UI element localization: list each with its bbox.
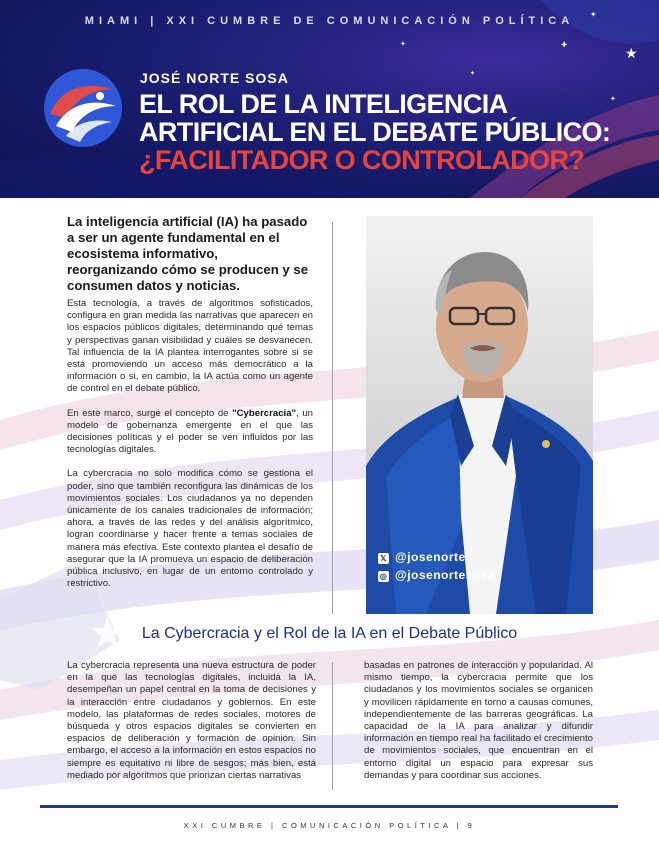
author-photo (366, 216, 593, 614)
intro-paragraph-1: Esta tecnología, a través de algoritmos sofisticados, configura en gran medida las narrativas que aparecen en los espacios públicos digitales, determinando qué temas y perspectivas ganan visibilidad y cuáles se desvanecen. Tal influencia de la IA plantea interrogantes sobre si se está promoviendo un acceso más democrático a la información o si, en cambio, la IA actúa como un agente de control en el debate público. (67, 298, 313, 395)
title-line-2: ARTIFICIAL EN EL DEBATE PÚBLICO: (139, 117, 611, 147)
x-handle-row (378, 550, 466, 564)
lead-paragraph: La inteligencia artificial (IA) ha pasado a ser un agente fundamental en el ecosistema informativo, reorganizando cómo se producen y se consumen datos y noticias. (67, 214, 309, 293)
star-icon: ★ (625, 45, 638, 61)
section-column-1 (67, 660, 316, 794)
footer-rule (40, 805, 618, 808)
intro-paragraph-2-start: En este marco, surge el concepto de (67, 407, 233, 419)
author-name: JOSÉ NORTE SOSA (140, 70, 289, 86)
section-column-2 (364, 660, 593, 794)
star-icon: ✦ (590, 10, 597, 19)
header-banner (0, 0, 659, 198)
star-icon: ✦ (470, 71, 476, 77)
instagram-handle[interactable]: @josenortesosa (395, 568, 496, 582)
page-footer: XXI CUMBRE | COMUNICACIÓN POLÍTICA | 9 (183, 821, 476, 830)
event-line: MIAMI | XXI CUMBRE DE COMUNICACIÓN POLÍTICA (84, 15, 575, 27)
intro-paragraph-2-end: , un modelo de gobernanza emergente en el que las decisiones políticas y el poder se ven influidos por las tecnologías digitales. (67, 407, 313, 456)
column-divider (332, 222, 333, 614)
title-line-1: EL ROL DE LA INTELIGENCIA (139, 89, 508, 119)
star-icon: ✦ (610, 96, 616, 103)
star-icon: ✦ (400, 41, 406, 48)
section-paragraph-2: basadas en patrones de interacción y popularidad. Al mismo tiempo, la cybercracia permite que los ciudadanos y los movimientos sociales se organicen y movilicen rápidamente en torno a causas comunes, independientemente de las barreras geográficas. La capacidad de la IA para analizar y difundir información en tiempo real ha facilitado el crecimiento de movimientos sociales, que encuentran en el entorno digital un espacio para expresar sus demandas y para coordinar sus acciones. (364, 660, 593, 781)
star-icon: ✦ (560, 40, 569, 51)
section-column-divider (332, 662, 333, 790)
x-handle[interactable]: @josenorte (395, 550, 466, 564)
instagram-icon: ◎ (379, 572, 388, 581)
intro-paragraph-3: La cybercracia no solo modifica cómo se gestiona el poder, sino que también reconfigura las dinámicas de los movimientos sociales. Los ciudadanos ya no dependen únicamente de los canales tradicionales de información; ahora, a través de las redes y del análisis algorítmico, logran coordinarse y hacer frente a temas sociales de manera más efectiva. Este contexto plantea el desafío de asegurar que la IA promueva un espacio de deliberación pública inclusivo, en lugar de un entorno controlado y restrictivo. (67, 468, 313, 590)
summit-logo (42, 66, 124, 150)
section-paragraph-1: La cybercracia representa una nueva estructura de poder en la que las tecnologías digitales, incluida la IA, desempeñan un papel central en la toma de decisiones y la interacción entre ciudadanos y gobiernos. En este modelo, las plataformas de redes sociales, motores de búsqueda y otros espacios digitales se convierten en espacios de deliberación y formación de opinión. Sin embargo, el acceso a la información en estos espacios no siempre es equitativo ni libre de sesgos; más bien, está mediado por algoritmos que priorizan ciertas narrativas (67, 660, 316, 781)
article-title (139, 90, 649, 174)
title-line-3: ¿FACILITADOR O CONTROLADOR? (139, 145, 585, 175)
intro-paragraph-2 (67, 408, 313, 457)
intro-column (67, 298, 313, 602)
section-title: La Cybercracia y el Rol de la IA en el Debate Público (141, 625, 518, 642)
x-icon: 𝕏 (378, 553, 389, 564)
svg-text:★: ★ (88, 608, 128, 659)
cybercracia-term: "Cybercracia" (232, 407, 297, 419)
instagram-handle-row (378, 568, 495, 582)
